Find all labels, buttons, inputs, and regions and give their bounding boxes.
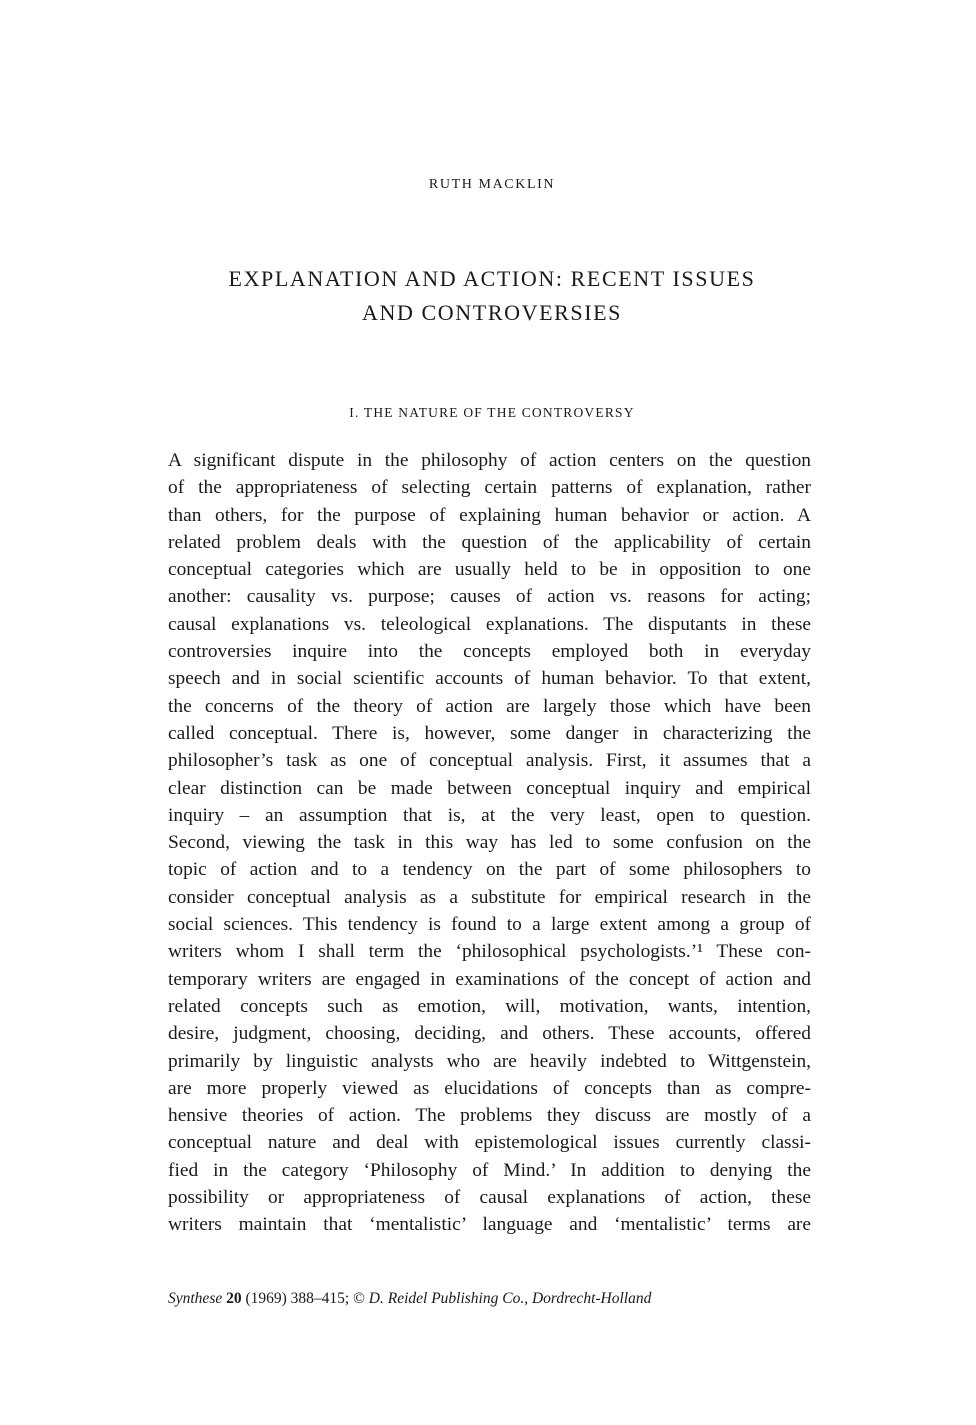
- article-title: [0, 262, 976, 330]
- body-line: temporary writers are engaged in examinations of the concept of action and: [168, 968, 811, 990]
- body-line: Second, viewing the task in this way has led to some confusion on the: [168, 832, 811, 854]
- body-line: A significant dispute in the philosophy of action centers on the question: [168, 450, 811, 471]
- body-line: possibility or appropriateness of causal explanations of action, these: [168, 1187, 811, 1209]
- body-line: than others, for the purpose of explaining human behavior or action. A: [168, 504, 811, 526]
- body-line: controversies inquire into the concepts employed both in everyday: [168, 641, 811, 663]
- body-line: philosopher’s task as one of conceptual analysis. First, it assumes that a: [168, 750, 811, 772]
- body-line: consider conceptual analysis as a substitute for empirical research in the: [168, 886, 811, 908]
- author-name: RUTH MACKLIN: [428, 177, 556, 192]
- body-line: are more properly viewed as elucidations of concepts than as compre-: [168, 1077, 811, 1099]
- footer-volume: 20: [226, 1290, 242, 1307]
- footer-citation: [168, 1290, 651, 1308]
- body-line: the concerns of the theory of action are largely those which have been: [168, 695, 811, 717]
- body-line: writers whom I shall term the ‘philosophical psychologists.’¹ These con-: [168, 941, 811, 963]
- body-text: [168, 447, 811, 1239]
- body-line: desire, judgment, choosing, deciding, and others. These accounts, offered: [168, 1023, 811, 1045]
- body-line: topic of action and to a tendency on the part of some philosophers to: [168, 859, 811, 881]
- body-line: another: causality vs. purpose; causes of action vs. reasons for acting;: [168, 586, 811, 608]
- title-line-2: AND CONTROVERSIES: [361, 300, 623, 325]
- title-line-1: EXPLANATION AND ACTION: RECENT ISSUES: [228, 266, 756, 291]
- footer-journal: Synthese: [168, 1290, 223, 1307]
- footer-year-pages: (1969) 388–415;: [245, 1290, 350, 1307]
- body-line: primarily by linguistic analysts who are heavily indebted to Wittgenstein,: [168, 1050, 811, 1072]
- body-line: related concepts such as emotion, will, motivation, wants, intention,: [168, 995, 811, 1017]
- body-line: clear distinction can be made between conceptual inquiry and empirical: [168, 777, 811, 799]
- body-line: conceptual nature and deal with epistemological issues currently classi-: [168, 1132, 811, 1154]
- copyright-symbol: ©: [353, 1290, 365, 1307]
- body-line: speech and in social scientific accounts of human behavior. To that extent,: [168, 668, 811, 690]
- body-line: inquiry – an assumption that is, at the very least, open to question.: [168, 804, 811, 826]
- section-heading: I. THE NATURE OF THE CONTROVERSY: [349, 405, 635, 420]
- body-line: called conceptual. There is, however, some danger in characterizing the: [168, 722, 811, 744]
- body-line: fied in the category ‘Philosophy of Mind.’ In addition to denying the: [168, 1159, 811, 1181]
- footer-publisher: D. Reidel Publishing Co., Dordrecht-Holland: [368, 1290, 652, 1307]
- body-line: writers maintain that ‘mentalistic’ language and ‘mentalistic’ terms are: [168, 1214, 811, 1236]
- body-line: conceptual categories which are usually held to be in opposition to one: [168, 559, 811, 581]
- body-line: related problem deals with the question of the applicability of certain: [168, 531, 811, 553]
- body-line: causal explanations vs. teleological explanations. The disputants in these: [168, 613, 811, 635]
- body-line: social sciences. This tendency is found to a large extent among a group of: [168, 914, 811, 936]
- body-line: hensive theories of action. The problems they discuss are mostly of a: [168, 1105, 811, 1127]
- body-line: of the appropriateness of selecting certain patterns of explanation, rather: [168, 477, 811, 499]
